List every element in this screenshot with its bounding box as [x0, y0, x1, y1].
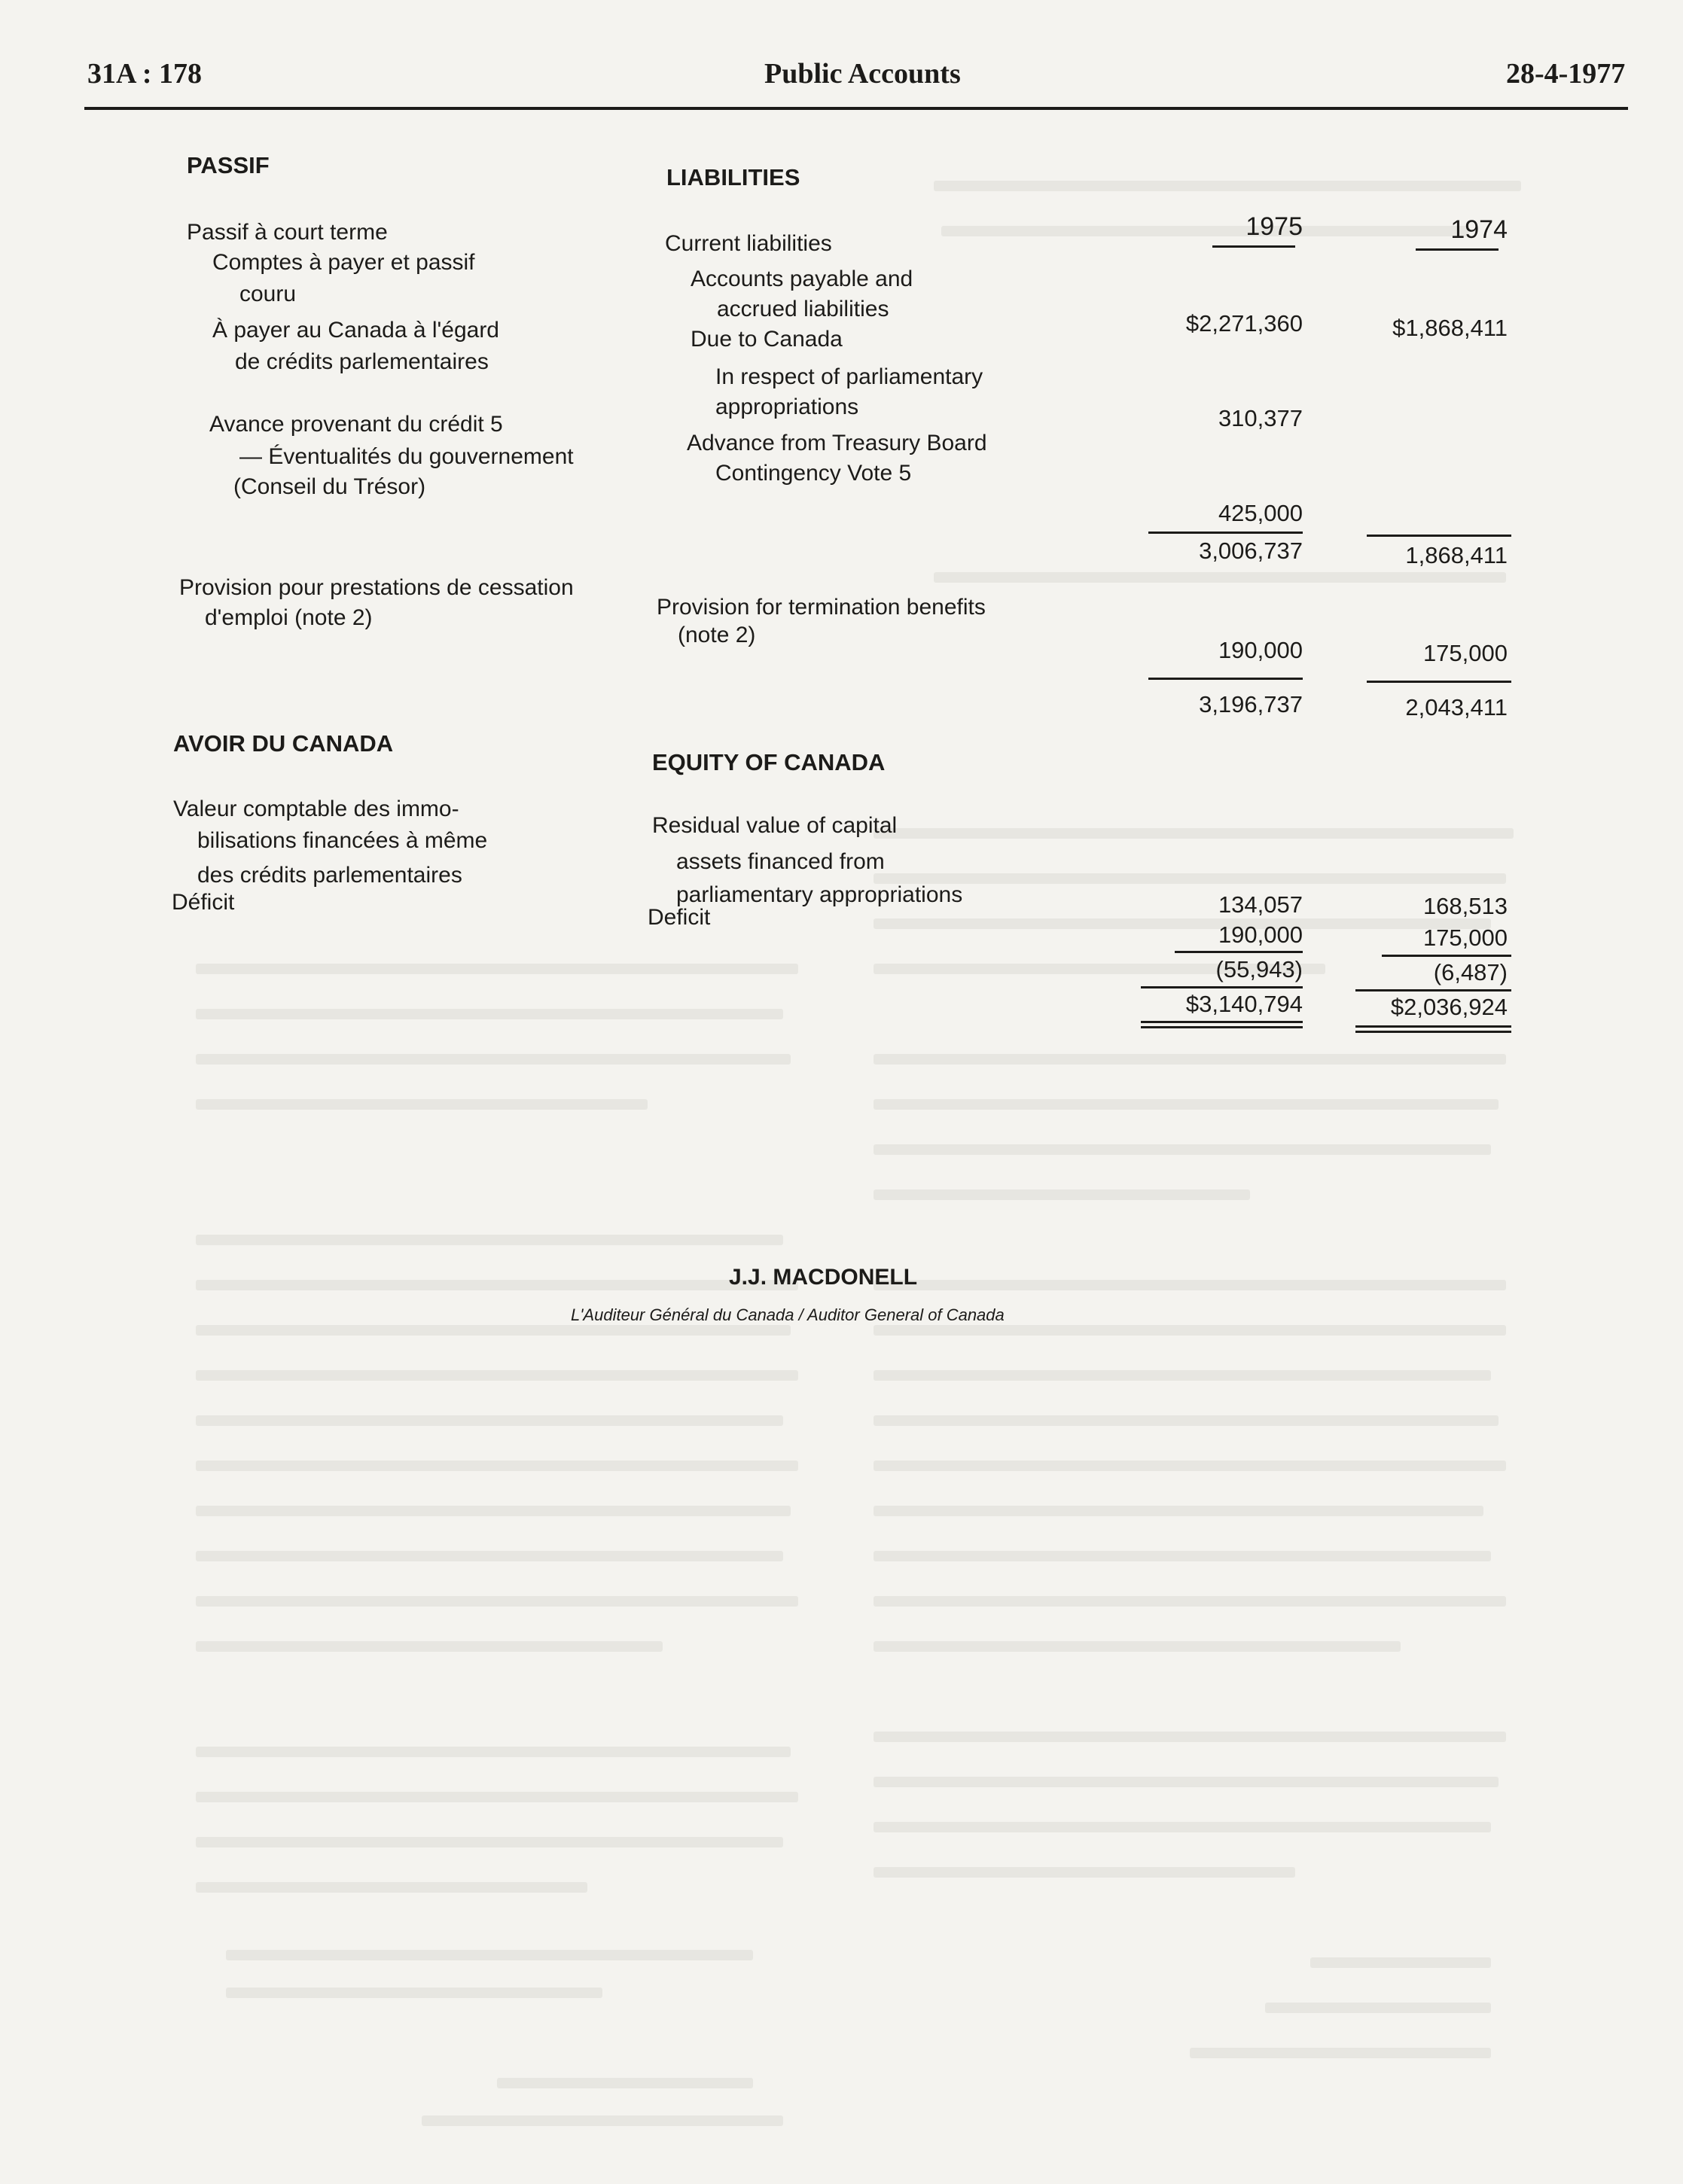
rule-1974-subtotal	[1367, 535, 1511, 537]
rule-1975-grand	[1141, 986, 1303, 988]
en-provision-2: (note 2)	[678, 623, 756, 647]
amt-1975-grand-total: $3,140,794	[1185, 991, 1303, 1017]
fr-provision-2: d'emploi (note 2)	[205, 605, 373, 630]
amt-1975-liabilities-total: 3,196,737	[1199, 691, 1303, 717]
fr-advance-1: Avance provenant du crédit 5	[209, 412, 503, 437]
amt-1975-residual: 134,057	[1218, 891, 1303, 918]
year-1975-heading: 1975	[1245, 212, 1303, 241]
amt-1975-provision: 190,000	[1218, 637, 1303, 663]
rule-1975-subtotal	[1148, 532, 1303, 534]
en-provision-1: Provision for termination benefits	[657, 595, 986, 620]
amt-1974-equity-total: (6,487)	[1433, 959, 1508, 985]
year-1974-underline	[1416, 248, 1499, 251]
fr-accounts-payable-1: Comptes à payer et passif	[212, 250, 475, 275]
fr-residual-2: bilisations financées à même	[197, 828, 488, 853]
amt-1975-equity-total: (55,943)	[1215, 956, 1303, 982]
fr-due-canada-2: de crédits parlementaires	[235, 349, 489, 374]
year-1975-underline	[1212, 245, 1295, 248]
amt-1975-current-total: 3,006,737	[1199, 538, 1303, 564]
en-residual-2: assets financed from	[676, 849, 885, 874]
amt-1975-advance: 425,000	[1218, 500, 1303, 526]
en-residual-1: Residual value of capital	[652, 813, 898, 838]
amt-1975-due-canada: 310,377	[1218, 405, 1303, 431]
header-rule	[84, 107, 1628, 110]
fr-current-liabilities: Passif à court terme	[187, 220, 388, 245]
en-section-liabilities: LIABILITIES	[666, 164, 800, 190]
amt-1974-residual: 168,513	[1422, 893, 1508, 919]
rule-1975-total-liabilities	[1148, 678, 1303, 680]
en-accounts-payable-1: Accounts payable and	[691, 267, 913, 291]
signatory-name: J.J. MACDONELL	[729, 1265, 918, 1290]
running-title: Public Accounts	[764, 58, 961, 90]
amt-1974-liabilities-total: 2,043,411	[1405, 694, 1508, 720]
rule-1974-grand	[1355, 989, 1511, 991]
fr-residual-3: des crédits parlementaires	[197, 863, 462, 888]
en-due-canada: Due to Canada	[691, 327, 843, 352]
page-number: 31A : 178	[87, 58, 202, 90]
amt-1975-deficit: 190,000	[1218, 921, 1303, 948]
en-advance-2: Contingency Vote 5	[715, 461, 912, 486]
signatory-title: L'Auditeur Général du Canada / Auditor General of Canada	[571, 1305, 1005, 1324]
fr-provision-1: Provision pour prestations de cessation	[179, 575, 574, 600]
amt-1974-grand-total: $2,036,924	[1390, 994, 1508, 1020]
rule-1975-double-1	[1141, 1021, 1303, 1023]
amt-1974-deficit: 175,000	[1422, 924, 1508, 951]
en-current-liabilities: Current liabilities	[665, 231, 832, 256]
fr-section-liabilities: PASSIF	[187, 152, 270, 178]
amt-1974-provision: 175,000	[1422, 640, 1508, 666]
rule-1974-double-1	[1355, 1025, 1511, 1028]
fr-residual-1: Valeur comptable des immo-	[173, 797, 459, 821]
en-respect-2: appropriations	[715, 394, 859, 419]
header-date: 28-4-1977	[1506, 58, 1626, 90]
fr-advance-3: (Conseil du Trésor)	[233, 474, 426, 499]
rule-1975-equity	[1175, 951, 1303, 953]
en-advance-1: Advance from Treasury Board	[687, 431, 987, 455]
en-section-equity: EQUITY OF CANADA	[652, 749, 886, 775]
amt-1974-current-total: 1,868,411	[1405, 542, 1508, 568]
fr-accounts-payable-2: couru	[239, 282, 297, 306]
amt-1975-accounts-payable: $2,271,360	[1185, 310, 1303, 337]
rule-1975-double-2	[1141, 1026, 1303, 1028]
en-residual-3: parliamentary appropriations	[676, 882, 963, 907]
rule-1974-equity	[1382, 955, 1511, 957]
year-1974-heading: 1974	[1450, 215, 1508, 244]
en-accounts-payable-2: accrued liabilities	[717, 297, 889, 321]
amt-1974-accounts-payable: $1,868,411	[1392, 315, 1508, 341]
rule-1974-double-2	[1355, 1031, 1511, 1033]
fr-due-canada-1: À payer au Canada à l'égard	[212, 318, 499, 343]
en-deficit: Deficit	[648, 905, 711, 930]
rule-1974-total-liabilities	[1367, 681, 1511, 683]
en-respect-1: In respect of parliamentary	[715, 364, 983, 389]
fr-advance-2: — Éventualités du gouvernement	[239, 444, 574, 469]
fr-section-equity: AVOIR DU CANADA	[173, 730, 394, 757]
fr-deficit: Déficit	[172, 890, 235, 915]
